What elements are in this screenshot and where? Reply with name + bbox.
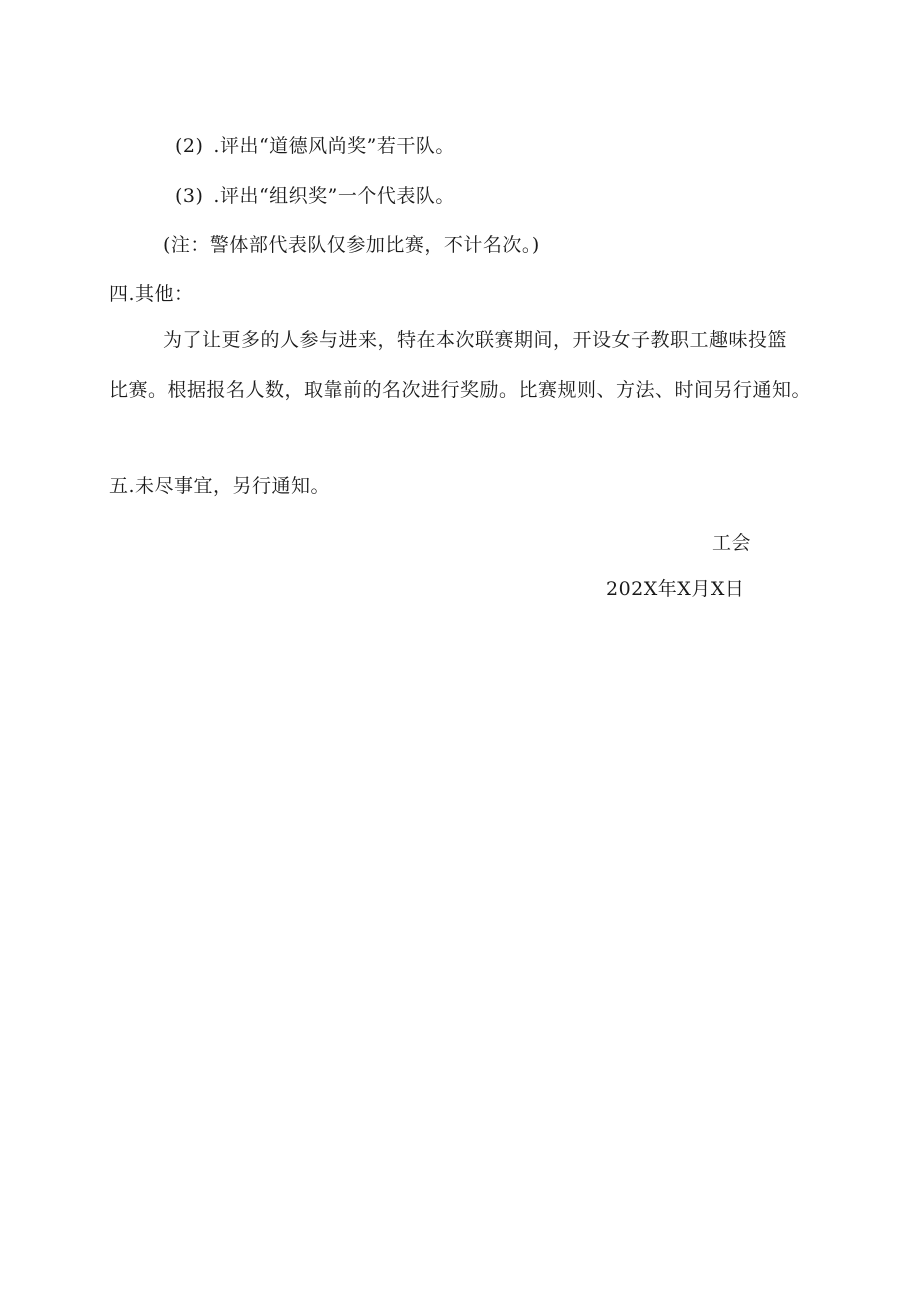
award-item-2 bbox=[175, 134, 455, 158]
award-item-2-number: (2) bbox=[175, 135, 204, 157]
section-5-heading: 五.未尽事宜，另行通知。 bbox=[109, 475, 331, 497]
section-4-body-line-2: 比赛。根据报名人数，取靠前的名次进行奖励。比赛规则、方法、时间另行通知。 bbox=[109, 379, 812, 401]
award-note: (注：警体部代表队仅参加比赛，不计名次。) bbox=[163, 234, 540, 256]
award-item-3-number: (3) bbox=[175, 185, 204, 207]
signature-date: 202X年X月X日 bbox=[606, 578, 745, 600]
award-item-3 bbox=[175, 184, 455, 208]
award-item-2-text: .评出“道德风尚奖”若干队。 bbox=[213, 135, 455, 157]
section-4-heading: 四.其他： bbox=[109, 283, 194, 305]
section-4-body-line-1: 为了让更多的人参与进来，特在本次联赛期间，开设女子教职工趣味投篮 bbox=[163, 329, 788, 351]
signature-organization: 工会 bbox=[712, 532, 752, 554]
award-item-3-text: .评出“组织奖”一个代表队。 bbox=[213, 185, 455, 207]
